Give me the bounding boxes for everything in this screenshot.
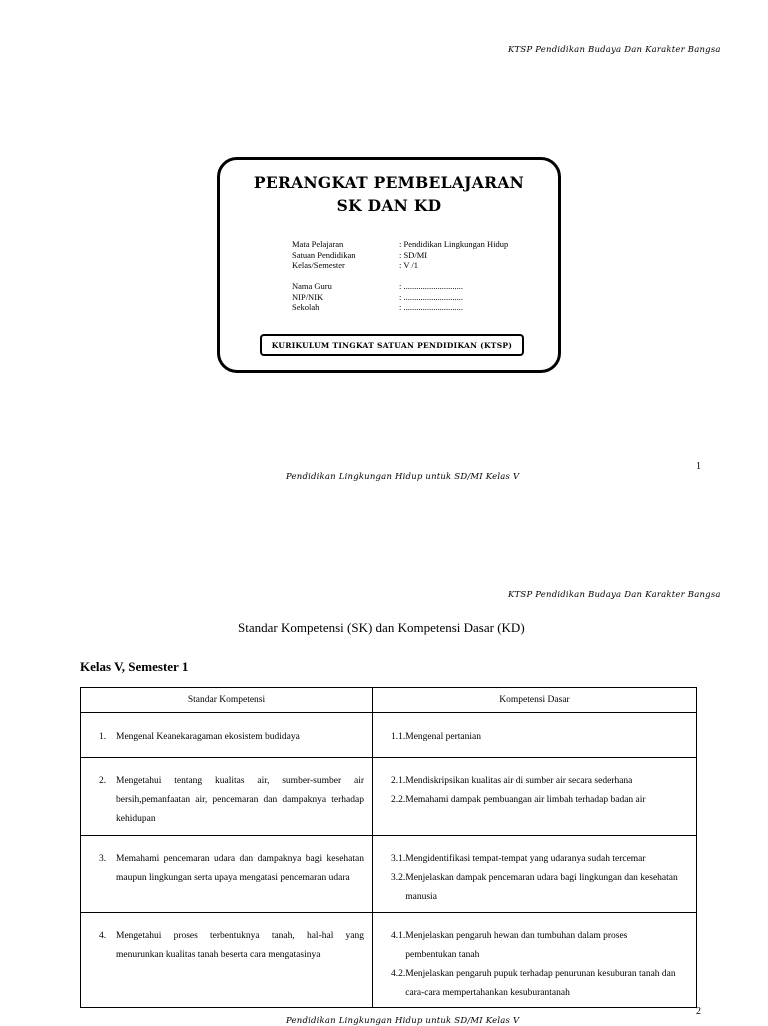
kd-item [391,791,678,810]
column-header: Standar Kompetensi [81,688,373,713]
sk-kd-table [80,687,697,1008]
sk-number: 4. [99,931,107,941]
info-label: Sekolah [292,302,320,312]
cover-title-line1: PERANGKAT PEMBELAJARAN [253,173,525,192]
info-row-teacher [292,281,508,292]
kd-text: Mendiskripsikan kualitas air di sumber air secara sederhana [405,776,633,786]
kd-item [391,850,678,869]
sk-text: Memahami pencemaran udara dan dampaknya bagi kesehatan maupun lingkungan serta upaya mengatasi pencemaran udara [116,854,364,883]
kd-text: Memahami dampak pembuangan air limbah terhadap badan air [405,795,646,805]
page2-title: Standar Kompetensi (SK) dan Kompetensi Dasar (KD) [238,620,525,635]
cover-info-list [292,239,508,313]
kd-text: Menjelaskan pengaruh hewan dan tumbuhan dalam proses pembentukan tanah [405,931,628,960]
kd-item [391,927,678,965]
info-label: Mata Pelajaran [292,239,344,249]
kd-number: 2.1. [391,776,406,786]
kd-text: Menjelaskan pengaruh pupuk terhadap penurunan kesuburan tanah dan cara-cara mempertahankan kesuburantanah [405,969,676,998]
info-label: Satuan Pendidikan [292,249,356,260]
page1-footer: Pendidikan Lingkungan Hidup untuk SD/MI Kelas V [286,472,520,482]
info-label: Kelas/Semester [292,260,345,270]
kd-item [391,869,678,907]
sk-text: Mengetahui tentang kualitas air, sumber-sumber air bersih,pemanfaatan air, pencemaran dan dampaknya terhadap kehidupan [116,776,364,824]
table-row [81,836,697,913]
info-value: : Pendidikan Lingkungan Hidup [399,239,509,249]
table-row [81,913,697,1008]
page1-number: 1 [696,461,701,472]
table-row [81,713,697,758]
cover-box [217,157,561,373]
kd-number: 4.2. [391,969,406,979]
info-row-subject [292,239,508,250]
info-value: : ............................ [399,291,463,302]
kd-number: 4.1. [391,931,406,941]
page2-subtitle: Kelas V, Semester 1 [80,659,189,674]
info-label: Nama Guru [292,281,332,291]
info-value: : SD/MI [399,249,428,260]
kd-number: 3.1. [391,854,406,864]
info-row-nip [292,292,508,303]
cover-title-line2: SK DAN KD [336,196,442,215]
table-row [81,758,697,836]
kd-number: 1.1. [391,732,406,742]
sk-text: Mengenal Keanekaragaman ekosistem budidaya [116,732,300,742]
info-label: NIP/NIK [292,291,324,302]
kd-text: Mengidentifikasi tempat-tempat yang udaranya sudah tercemar [405,854,646,864]
info-row-unit [292,250,508,261]
column-header: Kompetensi Dasar [373,688,697,713]
kd-text: Mengenal pertanian [405,732,481,742]
kd-item [391,965,678,1003]
kd-item [391,772,678,791]
sk-text: Mengetahui proses terbentuknya tanah, hal-hal yang menurunkan kualitas tanah beserta cara mengatasinya [116,931,364,960]
kd-number: 2.2. [391,795,406,805]
sk-number: 2. [99,776,107,786]
page2-number: 2 [696,1006,701,1017]
info-value: : ............................ [399,302,463,312]
kd-number: 3.2. [391,873,406,883]
sk-number: 1. [99,732,107,742]
ktsp-label-box: KURIKULUM TINGKAT SATUAN PENDIDIKAN (KTSP) [260,334,524,356]
info-value: : V /1 [399,260,419,270]
kd-item [391,728,678,747]
page1-running-header: KTSP Pendidikan Budaya Dan Karakter Bangsa [508,45,721,55]
page2-running-header: KTSP Pendidikan Budaya Dan Karakter Bangsa [508,590,721,600]
sk-number: 3. [99,854,107,864]
info-value: : ............................ [399,281,463,291]
table-header-row [81,688,697,713]
page2-footer: Pendidikan Lingkungan Hidup untuk SD/MI Kelas V [286,1016,520,1026]
info-row-school [292,302,508,313]
info-row-class [292,260,508,271]
kd-text: Menjelaskan dampak pencemaran udara bagi lingkungan dan kesehatan manusia [405,873,678,902]
